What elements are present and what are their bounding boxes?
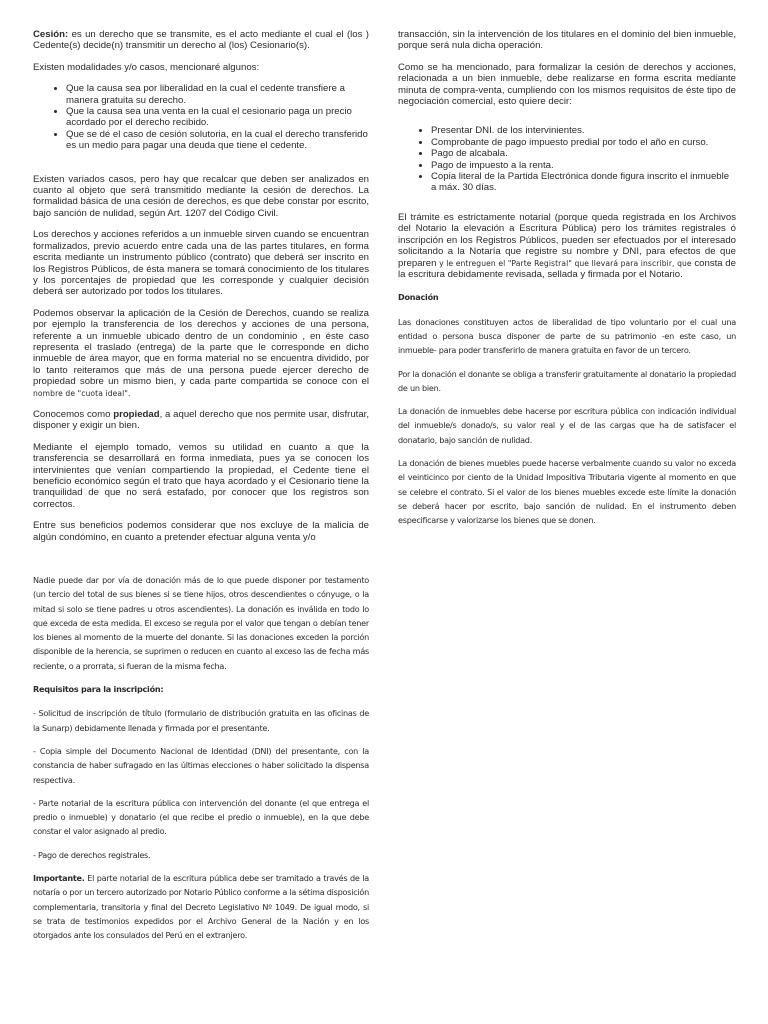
importante-paragraph bbox=[33, 871, 369, 942]
paragraph: Mediante el ejemplo tomado, vemos su utilidad en cuanto a que la transferencia se desarrollará en forma inmediata, pues ya se conocen los intervinientes que venían compartiendo la propiedad, el Cedente tiene el beneficio económico según el trato que haya acordado y el Cesionario tiene la tranquilidad de que no será estafado, por conocer que los registros son correctos. bbox=[33, 441, 369, 510]
list-item: • Que la causa sea por liberalidad en la cual el cedente transfiere a manera gratuita su derecho. bbox=[66, 83, 369, 106]
requisito-item: - Parte notarial de la escritura pública con intervención del donante (el que entrega el predio o inmueble) y donatario (el que recibe el predio o inmueble), en la que debe constar el valor asignado al predio. bbox=[33, 797, 369, 837]
paragraph-text: El trámite es estrictamente notarial (porque queda registrada en los Archivos del Notario la elevación a Escritura Pública) pero los trámites registrales ó inscripción en los Registros Públicos, pueden ser efectuados por el interesado solicitando a la Notaría que registre su nombre y DNI, para efectos de que preparen bbox=[398, 211, 736, 269]
list-item: • Pago de alcabala. bbox=[431, 148, 736, 159]
paragraph: La donación de inmuebles debe hacerse por escritura pública con indicación individual del inmueble/s donado/s, su valor real y el de las cargas que ha de satisfacer el donatario, bajo sanción de nulidad. bbox=[398, 406, 736, 445]
paragraph-text: Podemos observar la aplicación de la Cesión de Derechos, cuando se realiza por ejemplo la transferencia de los derechos y acciones de una persona, referente a un inmueble ubicado dentro de un condominio , en éste caso representa el traslado (entrega) de la parte que le corresponde en dicho inmueble de área mayor, que en forma material no se encuentra dividido, por lo tanto reiteramos que más de una persona puede ejercer derecho de propiedad sobre un mismo bien, y cada parte compartida se conoce con el bbox=[33, 307, 369, 388]
importante-label: Importante. bbox=[33, 873, 85, 884]
paragraph-text: consta de la escritura debidamente revisada, sellada y firmada por el Notario. bbox=[398, 257, 736, 280]
list-item: • Pago de impuesto a la renta. bbox=[431, 160, 736, 171]
list-item: • Presentar DNI. de los intervinientes. bbox=[431, 125, 736, 136]
paragraph-text: , a aquel derecho que nos permite usar, disfrutar, disponer y exigir un bien. bbox=[33, 408, 370, 432]
paragraph bbox=[33, 409, 369, 432]
parte-registral-note: y le entreguen el "Parte Registral" que llevará para inscribir, que bbox=[439, 258, 692, 268]
paragraph: Los derechos y acciones referidos a un inmueble sirven cuando se encuentran formalizados, previo acuerdo entre cada una de las partes titulares, en forma escrita mediante un instrumento público (contrato) que deberá ser inscrito en los Registros Públicos, de ésta manera se tomará conocimiento de los titulares y los porcentajes de propiedad que les corresponde y cualquier decisión deberá ser autorizado por todos los titulares. bbox=[33, 229, 369, 298]
left-column-top bbox=[33, 29, 369, 553]
right-sans-section bbox=[398, 29, 736, 280]
propiedad-term: propiedad bbox=[113, 408, 160, 420]
paragraph-text: Conocemos como bbox=[33, 408, 114, 420]
left-column-bottom bbox=[33, 573, 369, 952]
donacion-heading: Donación bbox=[398, 292, 439, 303]
paragraph: Por la donación el donante se obliga a transferir gratuitamente al donatario la propiedad de un bien. bbox=[398, 368, 736, 393]
paragraph: Existen variados casos, pero hay que recalcar que deben ser analizados en cuanto al objeto que será transmitido mediante la cesión de derechos. La formalidad básica de una cesión de derechos, es que debe constar por escrito, bajo sanción de nulidad, según Art. 1207 del Código Civil. bbox=[33, 173, 369, 219]
donacion-section bbox=[398, 290, 736, 527]
requisitos-heading: Requisitos para la inscripción: bbox=[33, 684, 164, 695]
list-item: • Que se dé el caso de cesión solutoria, en la cual el derecho transferido es un medio para pagar una deuda que tiene el cedente. bbox=[66, 129, 369, 152]
requisitos-list bbox=[398, 125, 736, 193]
paragraph: Como se ha mencionado, para formalizar la cesión de derechos y acciones, relacionada a un bien inmueble, debe realizarse en forma escrita mediante minuta de compra-venta, cumpliendo con los mismos requisitos de éste tipo de negociación comercial, esto quiere decir: bbox=[398, 61, 736, 108]
requisito-item: - Solicitud de inscripción de título (formulario de distribución gratuita en las oficinas de la Sunarp) debidamente llenada y firmada por el presentante. bbox=[33, 708, 369, 733]
paragraph: Nadie puede dar por vía de donación más de lo que puede disponer por testamento (un tercio del total de sus bienes si se tiene hijos, otros descendientes o cónyuge, o la mitad si solo se tiene padres u otros ascendientes). La donación es inválida en todo lo que exceda de esta medida. El exceso se regula por el valor que tengan o debían tener los bienes al momento de la muerte del donante. Si las donaciones exceden la porción disponible de la herencia, se suprimen o reducen en cuanto al exceso las de fecha más reciente, o a prorrata, si fueran de la misma fecha. bbox=[33, 575, 369, 671]
paragraph: Entre sus beneficios podemos considerar que nos excluye de la malicia de algún condómino, en cuanto a pretender efectuar alguna venta y/o bbox=[33, 520, 369, 543]
cesion-definition-text: es un derecho que se transmite, es el acto mediante el cual el (los ) Cedente(s) decide(n) transmitir un derecho al (los) Cesionario(s). bbox=[33, 29, 369, 52]
paragraph: Las donaciones constituyen actos de liberalidad de tipo voluntario por el cual una entidad o persona busca disponer de parte de su patrimonio -en este caso, un inmueble- para poder transferirlo de manera gratuita en favor de un tercero. bbox=[398, 316, 736, 356]
paragraph-text: El parte notarial de la escritura pública debe ser tramitado a través de la notaría o por un tercero autorizado por Notario Público conforme a la sétima disposición complementaria, transitoria y final del Decreto Legislativo Nº 1049. De igual modo, si se trata de testimonios expedidos por el Archivo General de la Nación y en los otorgados ante los consulados del Perú en el extranjero. bbox=[33, 873, 369, 941]
requisito-item: - Copia simple del Documento Nacional de Identidad (DNI) del presentante, con la constancia de haber sufragado en las últimas elecciones o haber solicitado la dispensa respectiva. bbox=[33, 745, 369, 785]
cesion-term: Cesión: bbox=[33, 29, 69, 40]
paragraph: La donación de bienes muebles puede hacerse verbalmente cuando su valor no exceda el veinticinco por ciento de la Unidad Impositiva Tributaria vigente al momento en que se celebre el contrato. Si el valor de los bienes muebles excede este límite la donación se deberá hacer por escrito, bajo sanción de nulidad. En el instrumento deben especificarse y valorizarse los bienes que se donen. bbox=[398, 457, 736, 526]
paragraph: transacción, sin la intervención de los titulares en el dominio del bien inmueble, porque será nula dicha operación. bbox=[398, 29, 736, 52]
right-column-top bbox=[398, 29, 736, 536]
modalidades-intro: Existen modalidades y/o casos, mencionaré algunos: bbox=[33, 61, 260, 73]
list-item: • Que la causa sea una venta en la cual el cesionario paga un precio acordado por el derecho recibido. bbox=[66, 106, 369, 129]
paragraph bbox=[33, 308, 369, 399]
modalidades-list bbox=[33, 83, 369, 151]
cuota-ideal-note: nombre de "cuota ideal". bbox=[33, 388, 131, 398]
paragraph bbox=[398, 212, 736, 280]
list-item: • Copia literal de la Partida Electrónica donde figura inscrito el inmueble a máx. 30 días. bbox=[431, 171, 736, 194]
cesion-definition bbox=[33, 29, 369, 52]
requisito-item: - Pago de derechos registrales. bbox=[33, 849, 151, 860]
list-item: • Comprobante de pago impuesto predial por todo el año en curso. bbox=[431, 137, 736, 148]
